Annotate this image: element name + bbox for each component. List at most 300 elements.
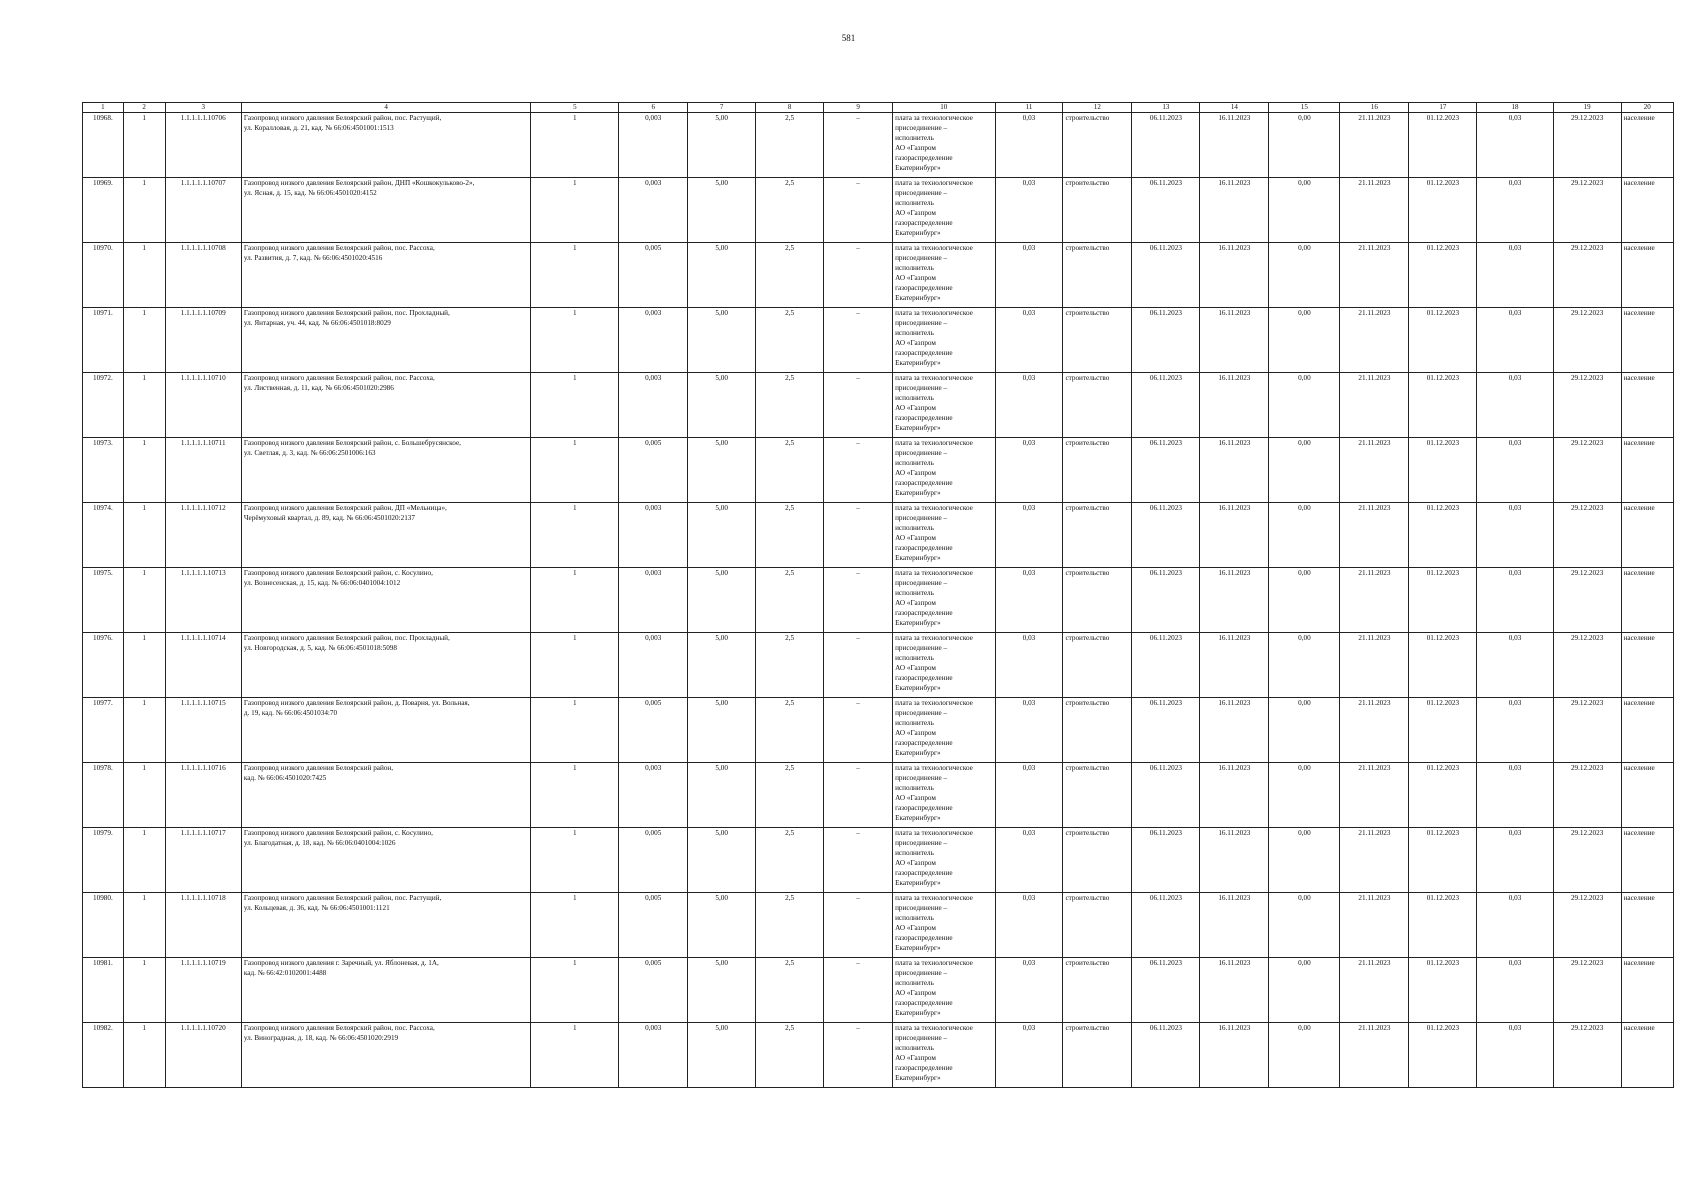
cell: 1 bbox=[531, 243, 619, 308]
date-cell: 06.11.2023 bbox=[1132, 958, 1200, 1023]
cell: население bbox=[1621, 243, 1673, 308]
payment-line: Екатеринбург» bbox=[895, 294, 941, 302]
payment-cell bbox=[893, 243, 995, 308]
cell: 0,003 bbox=[619, 113, 688, 178]
column-header: 17 bbox=[1409, 103, 1477, 113]
date-cell: 01.12.2023 bbox=[1409, 503, 1477, 568]
column-header: 1 bbox=[83, 103, 124, 113]
cell: 0,03 bbox=[1477, 113, 1553, 178]
payment-line: АО «Газпром bbox=[895, 989, 936, 997]
cell: 1 bbox=[531, 503, 619, 568]
row-number-cell: 10981. bbox=[83, 958, 124, 1023]
header-row bbox=[83, 103, 1674, 113]
payment-line: исполнитель bbox=[895, 329, 934, 337]
payment-line: плата за технологическое bbox=[895, 634, 973, 642]
cell: 0,003 bbox=[619, 373, 688, 438]
payment-cell bbox=[893, 438, 995, 503]
description-cell bbox=[241, 828, 531, 893]
payment-line: газораспределение bbox=[895, 869, 953, 877]
cell: – bbox=[824, 243, 893, 308]
date-cell: 21.11.2023 bbox=[1340, 958, 1409, 1023]
code-cell: 1.1.1.1.1.10712 bbox=[165, 503, 241, 568]
payment-line: плата за технологическое bbox=[895, 764, 973, 772]
cell: 1 bbox=[531, 568, 619, 633]
description-line: ул. Кольцевая, д. 36, кад. № 66:06:4501001:1121 bbox=[243, 904, 390, 912]
date-cell: 21.11.2023 bbox=[1340, 178, 1409, 243]
cell: 1 bbox=[531, 698, 619, 763]
cell: 5,00 bbox=[688, 308, 756, 373]
cell: 1 bbox=[531, 893, 619, 958]
cell: 2,5 bbox=[756, 958, 824, 1023]
payment-line: АО «Газпром bbox=[895, 1054, 936, 1062]
row-number-cell: 10978. bbox=[83, 763, 124, 828]
cell: строительство bbox=[1063, 828, 1132, 893]
table-row bbox=[83, 763, 1674, 828]
cell: население bbox=[1621, 828, 1673, 893]
cell: строительство bbox=[1063, 633, 1132, 698]
cell: 0,03 bbox=[1477, 568, 1553, 633]
payment-line: Екатеринбург» bbox=[895, 1009, 941, 1017]
cell: 2,5 bbox=[756, 568, 824, 633]
cell: население bbox=[1621, 308, 1673, 373]
date-cell: 01.12.2023 bbox=[1409, 698, 1477, 763]
column-header: 5 bbox=[531, 103, 619, 113]
payment-line: присоединение – bbox=[895, 449, 948, 457]
description-line: ул. Развития, д. 7, кад. № 66:06:4501020:4516 bbox=[243, 254, 383, 262]
table-row bbox=[83, 503, 1674, 568]
code-cell: 1.1.1.1.1.10719 bbox=[165, 958, 241, 1023]
cell: 2,5 bbox=[756, 308, 824, 373]
cell: 5,00 bbox=[688, 1023, 756, 1088]
payment-line: газораспределение bbox=[895, 1064, 953, 1072]
cell: – bbox=[824, 698, 893, 763]
payment-line: АО «Газпром bbox=[895, 144, 936, 152]
table-row bbox=[83, 828, 1674, 893]
cell: население bbox=[1621, 503, 1673, 568]
cell: 1 bbox=[123, 178, 165, 243]
payment-line: присоединение – bbox=[895, 514, 948, 522]
cell: 1 bbox=[123, 828, 165, 893]
payment-line: присоединение – bbox=[895, 189, 948, 197]
payment-line: Екатеринбург» bbox=[895, 229, 941, 237]
date-cell: 29.12.2023 bbox=[1553, 763, 1621, 828]
payment-cell bbox=[893, 568, 995, 633]
description-line: Газопровод низкого давления Белоярский район, пос. Рассоха, bbox=[243, 1024, 435, 1032]
payment-line: АО «Газпром bbox=[895, 274, 936, 282]
date-cell: 21.11.2023 bbox=[1340, 438, 1409, 503]
cell: 5,00 bbox=[688, 438, 756, 503]
cell: 5,00 bbox=[688, 893, 756, 958]
column-header: 13 bbox=[1132, 103, 1200, 113]
cell: строительство bbox=[1063, 958, 1132, 1023]
payment-line: исполнитель bbox=[895, 264, 934, 272]
date-cell: 01.12.2023 bbox=[1409, 763, 1477, 828]
cell: 1 bbox=[123, 1023, 165, 1088]
payment-line: газораспределение bbox=[895, 934, 953, 942]
payment-line: плата за технологическое bbox=[895, 114, 973, 122]
cell: 0,00 bbox=[1269, 113, 1340, 178]
cell: 0,03 bbox=[1477, 763, 1553, 828]
cell: 2,5 bbox=[756, 698, 824, 763]
cell: 0,003 bbox=[619, 308, 688, 373]
date-cell: 16.11.2023 bbox=[1200, 568, 1269, 633]
date-cell: 06.11.2023 bbox=[1132, 438, 1200, 503]
date-cell: 01.12.2023 bbox=[1409, 243, 1477, 308]
cell: 0,005 bbox=[619, 438, 688, 503]
cell: 0,03 bbox=[1477, 373, 1553, 438]
date-cell: 06.11.2023 bbox=[1132, 828, 1200, 893]
cell: 0,00 bbox=[1269, 568, 1340, 633]
description-line: Газопровод низкого давления Белоярский район, bbox=[243, 764, 394, 772]
cell: 1 bbox=[531, 828, 619, 893]
description-line: Газопровод низкого давления Белоярский район, пос. Рассоха, bbox=[243, 244, 435, 252]
date-cell: 16.11.2023 bbox=[1200, 243, 1269, 308]
table-row bbox=[83, 568, 1674, 633]
cell: 1 bbox=[531, 308, 619, 373]
cell: – bbox=[824, 373, 893, 438]
cell: население bbox=[1621, 893, 1673, 958]
date-cell: 29.12.2023 bbox=[1553, 828, 1621, 893]
date-cell: 21.11.2023 bbox=[1340, 633, 1409, 698]
payment-line: АО «Газпром bbox=[895, 859, 936, 867]
table-row bbox=[83, 438, 1674, 503]
cell: строительство bbox=[1063, 763, 1132, 828]
description-line: ул. Вознесенская, д. 15, кад. № 66:06:0401004:1012 bbox=[243, 579, 401, 587]
description-cell bbox=[241, 633, 531, 698]
payment-line: газораспределение bbox=[895, 804, 953, 812]
table-row bbox=[83, 113, 1674, 178]
payment-line: плата за технологическое bbox=[895, 1024, 973, 1032]
cell: 0,00 bbox=[1269, 308, 1340, 373]
description-cell bbox=[241, 438, 531, 503]
column-header: 7 bbox=[688, 103, 756, 113]
date-cell: 06.11.2023 bbox=[1132, 113, 1200, 178]
payment-line: плата за технологическое bbox=[895, 959, 973, 967]
description-line: Черёмуховый квартал, д. 89, кад. № 66:06:4501020:2137 bbox=[243, 514, 415, 522]
payment-line: Екатеринбург» bbox=[895, 814, 941, 822]
cell: 0,00 bbox=[1269, 438, 1340, 503]
cell: 1 bbox=[123, 438, 165, 503]
cell: 5,00 bbox=[688, 243, 756, 308]
cell: строительство bbox=[1063, 178, 1132, 243]
date-cell: 29.12.2023 bbox=[1553, 568, 1621, 633]
payment-line: плата за технологическое bbox=[895, 374, 973, 382]
description-line: ул. Лиственная, д. 11, кад. № 66:06:4501020:2986 bbox=[243, 384, 394, 392]
cell: 5,00 bbox=[688, 373, 756, 438]
description-cell bbox=[241, 763, 531, 828]
payment-line: Екатеринбург» bbox=[895, 1074, 941, 1082]
column-header: 10 bbox=[893, 103, 995, 113]
cell: 0,03 bbox=[995, 893, 1063, 958]
description-line: Газопровод низкого давления Белоярский район, пос. Прохладный, bbox=[243, 634, 450, 642]
payment-line: АО «Газпром bbox=[895, 664, 936, 672]
cell: 1 bbox=[531, 763, 619, 828]
payment-line: исполнитель bbox=[895, 394, 934, 402]
date-cell: 16.11.2023 bbox=[1200, 763, 1269, 828]
cell: 5,00 bbox=[688, 503, 756, 568]
date-cell: 29.12.2023 bbox=[1553, 113, 1621, 178]
date-cell: 06.11.2023 bbox=[1132, 308, 1200, 373]
date-cell: 01.12.2023 bbox=[1409, 568, 1477, 633]
payment-line: АО «Газпром bbox=[895, 404, 936, 412]
payment-line: Екатеринбург» bbox=[895, 879, 941, 887]
date-cell: 01.12.2023 bbox=[1409, 828, 1477, 893]
cell: 1 bbox=[123, 633, 165, 698]
description-line: кад. № 66:42:0102001:4488 bbox=[243, 969, 327, 977]
cell: 2,5 bbox=[756, 763, 824, 828]
payment-line: АО «Газпром bbox=[895, 534, 936, 542]
payment-line: присоединение – bbox=[895, 969, 948, 977]
date-cell: 16.11.2023 bbox=[1200, 373, 1269, 438]
payment-line: Екатеринбург» bbox=[895, 619, 941, 627]
code-cell: 1.1.1.1.1.10711 bbox=[165, 438, 241, 503]
description-cell bbox=[241, 568, 531, 633]
cell: 1 bbox=[531, 373, 619, 438]
date-cell: 01.12.2023 bbox=[1409, 438, 1477, 503]
payment-cell bbox=[893, 308, 995, 373]
payment-line: газораспределение bbox=[895, 219, 953, 227]
date-cell: 16.11.2023 bbox=[1200, 308, 1269, 373]
cell: население bbox=[1621, 373, 1673, 438]
date-cell: 29.12.2023 bbox=[1553, 893, 1621, 958]
cell: 0,003 bbox=[619, 633, 688, 698]
cell: население bbox=[1621, 763, 1673, 828]
column-header: 9 bbox=[824, 103, 893, 113]
cell: 0,00 bbox=[1269, 178, 1340, 243]
cell: 2,5 bbox=[756, 893, 824, 958]
date-cell: 06.11.2023 bbox=[1132, 243, 1200, 308]
date-cell: 01.12.2023 bbox=[1409, 373, 1477, 438]
cell: 0,03 bbox=[1477, 828, 1553, 893]
row-number-cell: 10973. bbox=[83, 438, 124, 503]
payment-line: исполнитель bbox=[895, 979, 934, 987]
payment-line: присоединение – bbox=[895, 254, 948, 262]
column-header: 3 bbox=[165, 103, 241, 113]
cell: 2,5 bbox=[756, 438, 824, 503]
cell: 2,5 bbox=[756, 373, 824, 438]
description-line: ул. Ясная, д. 15, кад. № 66:06:4501020:4152 bbox=[243, 189, 377, 197]
date-cell: 06.11.2023 bbox=[1132, 1023, 1200, 1088]
cell: 0,03 bbox=[995, 633, 1063, 698]
cell: 1 bbox=[531, 438, 619, 503]
cell: 0,03 bbox=[1477, 243, 1553, 308]
cell: население bbox=[1621, 178, 1673, 243]
column-header: 15 bbox=[1269, 103, 1340, 113]
payment-line: исполнитель bbox=[895, 849, 934, 857]
date-cell: 29.12.2023 bbox=[1553, 178, 1621, 243]
description-cell bbox=[241, 958, 531, 1023]
payment-line: присоединение – bbox=[895, 839, 948, 847]
code-cell: 1.1.1.1.1.10714 bbox=[165, 633, 241, 698]
cell: 0,00 bbox=[1269, 958, 1340, 1023]
cell: население bbox=[1621, 568, 1673, 633]
cell: население bbox=[1621, 113, 1673, 178]
cell: строительство bbox=[1063, 113, 1132, 178]
code-cell: 1.1.1.1.1.10713 bbox=[165, 568, 241, 633]
cell: 0,03 bbox=[995, 178, 1063, 243]
payment-line: исполнитель bbox=[895, 654, 934, 662]
description-line: Газопровод низкого давления Белоярский район, пос. Растущий, bbox=[243, 894, 442, 902]
date-cell: 21.11.2023 bbox=[1340, 308, 1409, 373]
cell: 2,5 bbox=[756, 178, 824, 243]
column-header: 2 bbox=[123, 103, 165, 113]
cell: – bbox=[824, 828, 893, 893]
cell: 0,03 bbox=[995, 503, 1063, 568]
payment-line: газораспределение bbox=[895, 349, 953, 357]
row-number-cell: 10976. bbox=[83, 633, 124, 698]
payment-line: Екатеринбург» bbox=[895, 684, 941, 692]
row-number-cell: 10969. bbox=[83, 178, 124, 243]
payment-line: исполнитель bbox=[895, 719, 934, 727]
cell: население bbox=[1621, 1023, 1673, 1088]
payment-line: исполнитель bbox=[895, 1044, 934, 1052]
date-cell: 01.12.2023 bbox=[1409, 958, 1477, 1023]
cell: 0,00 bbox=[1269, 763, 1340, 828]
cell: 0,03 bbox=[995, 243, 1063, 308]
column-header: 12 bbox=[1063, 103, 1132, 113]
payment-cell bbox=[893, 698, 995, 763]
table-row bbox=[83, 1023, 1674, 1088]
payment-line: АО «Газпром bbox=[895, 794, 936, 802]
payment-line: присоединение – bbox=[895, 124, 948, 132]
payment-line: АО «Газпром bbox=[895, 209, 936, 217]
cell: 0,03 bbox=[995, 828, 1063, 893]
cell: 0,005 bbox=[619, 828, 688, 893]
cell: 0,00 bbox=[1269, 1023, 1340, 1088]
cell: 5,00 bbox=[688, 113, 756, 178]
row-number-cell: 10970. bbox=[83, 243, 124, 308]
description-cell bbox=[241, 308, 531, 373]
cell: – bbox=[824, 503, 893, 568]
cell: – bbox=[824, 568, 893, 633]
row-number-cell: 10979. bbox=[83, 828, 124, 893]
cell: 5,00 bbox=[688, 958, 756, 1023]
cell: строительство bbox=[1063, 308, 1132, 373]
cell: – bbox=[824, 633, 893, 698]
description-line: кад. № 66:06:4501020:7425 bbox=[243, 774, 327, 782]
cell: 1 bbox=[531, 633, 619, 698]
cell: 0,03 bbox=[995, 1023, 1063, 1088]
payment-cell bbox=[893, 958, 995, 1023]
code-cell: 1.1.1.1.1.10718 bbox=[165, 893, 241, 958]
cell: строительство bbox=[1063, 698, 1132, 763]
column-header: 11 bbox=[995, 103, 1063, 113]
cell: 0,005 bbox=[619, 698, 688, 763]
code-cell: 1.1.1.1.1.10717 bbox=[165, 828, 241, 893]
code-cell: 1.1.1.1.1.10708 bbox=[165, 243, 241, 308]
payment-line: плата за технологическое bbox=[895, 504, 973, 512]
cell: 1 bbox=[531, 113, 619, 178]
cell: строительство bbox=[1063, 893, 1132, 958]
payment-line: газораспределение bbox=[895, 544, 953, 552]
payment-line: исполнитель bbox=[895, 784, 934, 792]
cell: – bbox=[824, 308, 893, 373]
description-cell bbox=[241, 373, 531, 438]
date-cell: 21.11.2023 bbox=[1340, 373, 1409, 438]
payment-line: газораспределение bbox=[895, 414, 953, 422]
date-cell: 29.12.2023 bbox=[1553, 243, 1621, 308]
cell: 0,003 bbox=[619, 568, 688, 633]
cell: 0,003 bbox=[619, 763, 688, 828]
payment-line: исполнитель bbox=[895, 524, 934, 532]
payment-line: плата за технологическое bbox=[895, 179, 973, 187]
payment-cell bbox=[893, 893, 995, 958]
date-cell: 01.12.2023 bbox=[1409, 308, 1477, 373]
payment-line: присоединение – bbox=[895, 774, 948, 782]
cell: 0,005 bbox=[619, 958, 688, 1023]
date-cell: 21.11.2023 bbox=[1340, 698, 1409, 763]
cell: строительство bbox=[1063, 438, 1132, 503]
cell: 1 bbox=[123, 763, 165, 828]
cell: – bbox=[824, 438, 893, 503]
row-number-cell: 10975. bbox=[83, 568, 124, 633]
cell: 1 bbox=[123, 568, 165, 633]
row-number-cell: 10974. bbox=[83, 503, 124, 568]
cell: 2,5 bbox=[756, 503, 824, 568]
description-cell bbox=[241, 243, 531, 308]
description-line: Газопровод низкого давления Белоярский район, с. Большебрусянское, bbox=[243, 439, 461, 447]
payment-line: плата за технологическое bbox=[895, 829, 973, 837]
date-cell: 29.12.2023 bbox=[1553, 373, 1621, 438]
payment-line: Екатеринбург» bbox=[895, 944, 941, 952]
description-cell bbox=[241, 113, 531, 178]
code-cell: 1.1.1.1.1.10716 bbox=[165, 763, 241, 828]
cell: – bbox=[824, 1023, 893, 1088]
cell: население bbox=[1621, 633, 1673, 698]
cell: 0,03 bbox=[1477, 308, 1553, 373]
description-line: Газопровод низкого давления Белоярский район, пос. Рассоха, bbox=[243, 374, 435, 382]
description-line: ул. Коралловая, д. 21, кад. № 66:06:4501001:1513 bbox=[243, 124, 394, 132]
cell: 1 bbox=[123, 243, 165, 308]
column-header: 6 bbox=[619, 103, 688, 113]
date-cell: 21.11.2023 bbox=[1340, 113, 1409, 178]
date-cell: 06.11.2023 bbox=[1132, 698, 1200, 763]
payment-cell bbox=[893, 113, 995, 178]
cell: население bbox=[1621, 958, 1673, 1023]
date-cell: 21.11.2023 bbox=[1340, 763, 1409, 828]
date-cell: 29.12.2023 bbox=[1553, 698, 1621, 763]
description-line: Газопровод низкого давления Белоярский район, пос. Растущий, bbox=[243, 114, 442, 122]
payment-line: присоединение – bbox=[895, 579, 948, 587]
payment-line: присоединение – bbox=[895, 709, 948, 717]
payment-line: АО «Газпром bbox=[895, 469, 936, 477]
description-cell bbox=[241, 1023, 531, 1088]
date-cell: 29.12.2023 bbox=[1553, 308, 1621, 373]
data-table bbox=[82, 102, 1674, 1088]
cell: 0,03 bbox=[1477, 633, 1553, 698]
cell: 0,03 bbox=[1477, 893, 1553, 958]
payment-line: плата за технологическое bbox=[895, 244, 973, 252]
table-row bbox=[83, 308, 1674, 373]
payment-line: исполнитель bbox=[895, 134, 934, 142]
cell: 1 bbox=[531, 178, 619, 243]
date-cell: 16.11.2023 bbox=[1200, 113, 1269, 178]
cell: 0,003 bbox=[619, 178, 688, 243]
payment-cell bbox=[893, 178, 995, 243]
cell: 0,00 bbox=[1269, 828, 1340, 893]
cell: 1 bbox=[531, 1023, 619, 1088]
cell: 0,00 bbox=[1269, 698, 1340, 763]
date-cell: 01.12.2023 bbox=[1409, 178, 1477, 243]
cell: 1 bbox=[123, 503, 165, 568]
date-cell: 21.11.2023 bbox=[1340, 1023, 1409, 1088]
date-cell: 29.12.2023 bbox=[1553, 1023, 1621, 1088]
payment-line: плата за технологическое bbox=[895, 569, 973, 577]
cell: 0,03 bbox=[1477, 503, 1553, 568]
date-cell: 16.11.2023 bbox=[1200, 958, 1269, 1023]
date-cell: 16.11.2023 bbox=[1200, 178, 1269, 243]
description-line: ул. Янтарная, уч. 44, кад. № 66:06:4501018:8029 bbox=[243, 319, 391, 327]
